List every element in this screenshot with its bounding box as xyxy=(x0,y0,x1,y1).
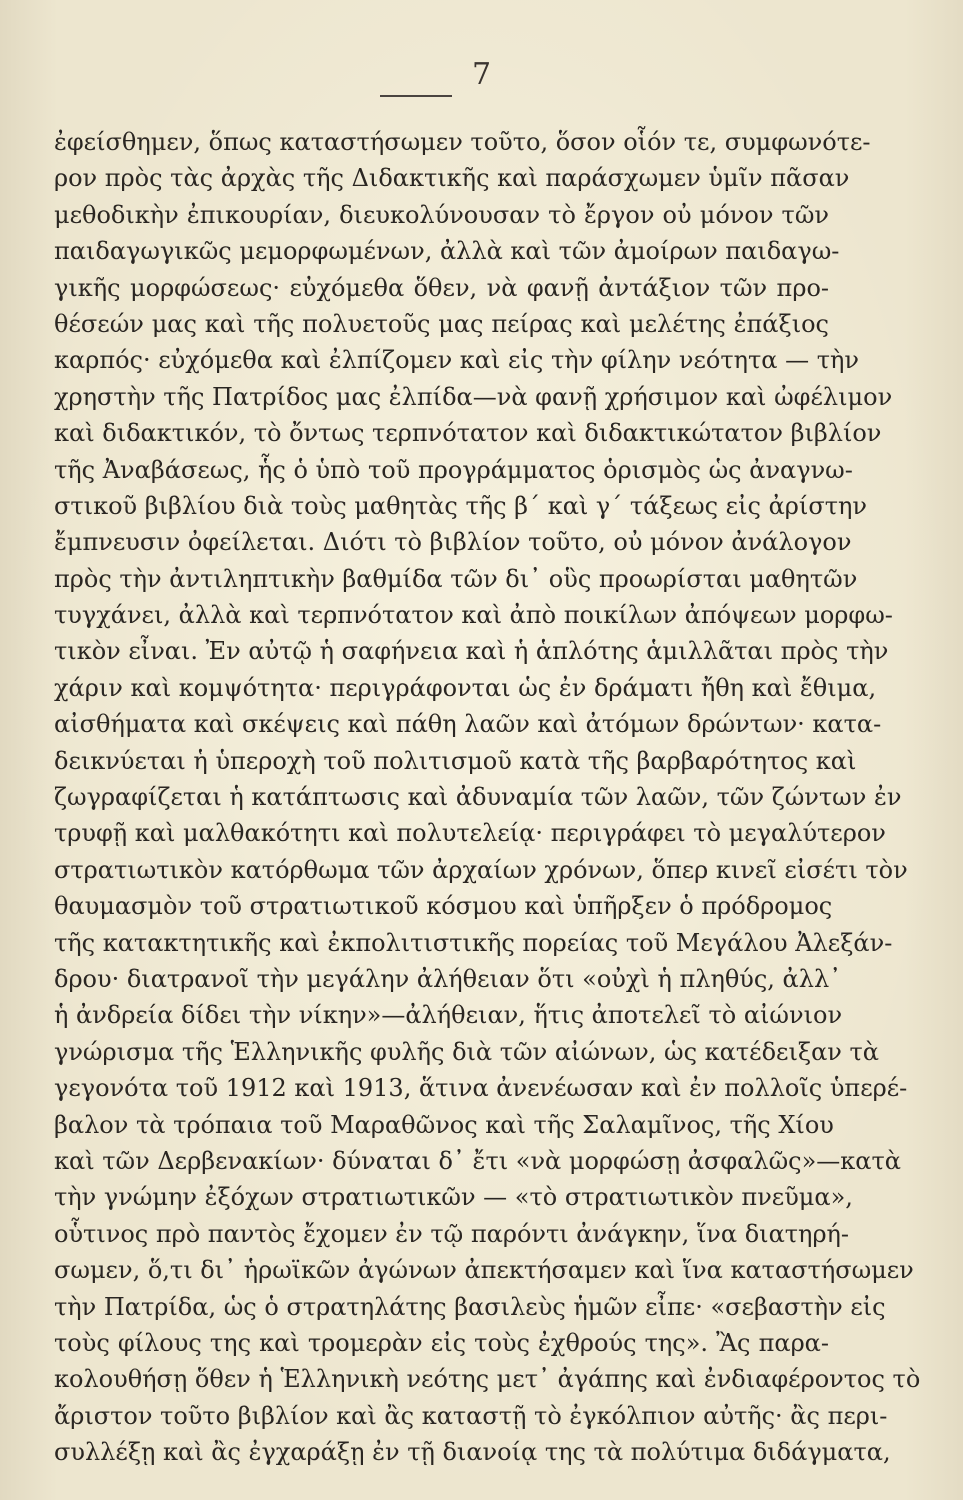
body-text xyxy=(54,124,921,1470)
page-number: 7 xyxy=(471,57,492,92)
text-line: στικοῦ βιβλίου διὰ τοὺς μαθητὰς τῆς β΄ καὶ γ΄ τάξεως εἰς ἀρίστην xyxy=(54,491,867,520)
text-line: γικῆς μορφώσεως· εὐχόμεθα ὅθεν, νὰ φανῇ ἀντάξιον τῶν προ- xyxy=(54,273,829,302)
text-line: ἐφείσθημεν, ὅπως καταστήσωμεν τοῦτο, ὅσον οἷόν τε, συμφωνότε- xyxy=(54,128,871,156)
text-line: βαλον τὰ τρόπαια τοῦ Μαραθῶνος καὶ τῆς Σαλαμῖνος, τῆς Χίου xyxy=(54,1110,834,1139)
text-line: πρὸς τὴν ἀντιληπτικὴν βαθμίδα τῶν δι᾽ οὓς προωρίσται μαθητῶν xyxy=(54,564,858,593)
text-line: χρηστὴν τῆς Πατρίδος μας ἐλπίδα—νὰ φανῇ χρήσιμον καὶ ὠφέλιμον xyxy=(54,382,893,411)
text-line: θαυμασμὸν τοῦ στρατιωτικοῦ κόσμου καὶ ὑπῆρξεν ὁ πρόδρομος xyxy=(54,892,833,921)
text-line: γνώρισμα τῆς Ἑλληνικῆς φυλῆς διὰ τῶν αἰώνων, ὡς κατέδειξαν τὰ xyxy=(54,1037,879,1066)
text-line: δεικνύεται ἡ ὑπεροχὴ τοῦ πολιτισμοῦ κατὰ τῆς βαρβαρότητος καὶ xyxy=(54,746,857,775)
text-line: ἔμπνευσιν ὀφείλεται. Διότι τὸ βιβλίον τοῦτο, οὐ μόνον ἀνάλογον xyxy=(54,528,852,557)
text-line: τυγχάνει, ἀλλὰ καὶ τερπνότατον καὶ ἀπὸ ποικίλων ἀπόψεων μορφω- xyxy=(54,601,893,630)
text-line: θέσεών μας καὶ τῆς πολυετοῦς μας πείρας καὶ μελέτης ἐπάξιος xyxy=(54,309,829,338)
text-line: χάριν καὶ κομψότητα· περιγράφονται ὡς ἐν δράματι ἤθη καὶ ἔθιμα, xyxy=(54,673,877,702)
text-line: καὶ τῶν Δερβενακίων· δύναται δ᾽ ἔτι «νὰ μορφώσῃ ἀσφαλῶς»—κατὰ xyxy=(54,1146,901,1175)
text-line: τοὺς φίλους της καὶ τρομερὰν εἰς τοὺς ἐχθρούς της». Ἂς παρα- xyxy=(54,1328,829,1357)
text-line: παιδαγωγικῶς μεμορφωμένων, ἀλλὰ καὶ τῶν ἀμοίρων παιδαγω- xyxy=(54,237,840,266)
text-line: τὴν Πατρίδα, ὡς ὁ στρατηλάτης βασιλεὺς ἡμῶν εἶπε· «σεβαστὴν εἰς xyxy=(54,1292,886,1321)
text-line: τὴν γνώμην ἐξόχων στρατιωτικῶν — «τὸ στρατιωτικὸν πνεῦμα», xyxy=(54,1183,853,1212)
text-line: τικὸν εἶναι. Ἐν αὐτῷ ἡ σαφήνεια καὶ ἡ ἁπλότης ἁμιλλᾶται πρὸς τὴν xyxy=(54,637,889,666)
text-line: ζωγραφίζεται ἡ κατάπτωσις καὶ ἀδυναμία τῶν λαῶν, τῶν ζώντων ἐν xyxy=(54,783,902,812)
text-line: τῆς κατακτητικῆς καὶ ἐκπολιτιστικῆς πορείας τοῦ Μεγάλου Ἀλεξάν- xyxy=(54,928,893,957)
text-line: ἡ ἀνδρεία δίδει τὴν νίκην»—ἀλήθειαν, ἥτις ἀποτελεῖ τὸ αἰώνιον xyxy=(54,1001,843,1030)
text-line: καρπός· εὐχόμεθα καὶ ἐλπίζομεν καὶ εἰς τὴν φίλην νεότητα — τὴν xyxy=(54,346,859,375)
text-line: ρον πρὸς τὰς ἀρχὰς τῆς Διδακτικῆς καὶ παράσχωμεν ὑμῖν πᾶσαν xyxy=(54,164,850,193)
text-line: στρατιωτικὸν κατόρθωμα τῶν ἀρχαίων χρόνων, ὅπερ κινεῖ εἰσέτι τὸν xyxy=(54,855,908,884)
text-line: σωμεν, ὅ,τι δι᾽ ἡρωϊκῶν ἀγώνων ἀπεκτήσαμεν καὶ ἵνα καταστήσωμεν xyxy=(54,1256,914,1285)
text-line: καὶ διδακτικόν, τὸ ὄντως τερπνότατον καὶ διδακτικώτατον βιβλίον xyxy=(54,419,882,448)
text-line: ἄριστον τοῦτο βιβλίον καὶ ἂς καταστῇ τὸ ἐγκόλπιον αὐτῆς· ἂς περι- xyxy=(54,1401,888,1430)
text-line: τρυφῇ καὶ μαλθακότητι καὶ πολυτελείᾳ· περιγράφει τὸ μεγαλύτερον xyxy=(54,819,886,848)
page-number-rule xyxy=(380,95,452,97)
text-line: συλλέξῃ καὶ ἂς ἐγχαράξῃ ἐν τῇ διανοίᾳ της τὰ πολύτιμα διδάγματα, xyxy=(54,1438,891,1467)
text-line: κολουθήσῃ ὅθεν ἡ Ἑλληνικὴ νεότης μετ᾽ ἀγάπης καὶ ἐνδιαφέροντος τὸ xyxy=(54,1365,921,1394)
text-line: γεγονότα τοῦ 1912 καὶ 1913, ἅτινα ἀνενέωσαν καὶ ἐν πολλοῖς ὑπερέ- xyxy=(54,1074,908,1103)
text-line: δρου· διατρανοῖ τὴν μεγάλην ἀλήθειαν ὅτι «οὐχὶ ἡ πληθύς, ἀλλ᾽ xyxy=(54,964,842,993)
text-line: οὗτινος πρὸ παντὸς ἔχομεν ἐν τῷ παρόντι ἀνάγκην, ἵνα διατηρή- xyxy=(54,1219,850,1248)
text-line: αἰσθήματα καὶ σκέψεις καὶ πάθη λαῶν καὶ ἀτόμων δρώντων· κατα- xyxy=(54,710,882,739)
text-line: μεθοδικὴν ἐπικουρίαν, διευκολύνουσαν τὸ ἔργον οὐ μόνον τῶν xyxy=(54,200,829,229)
text-line: τῆς Ἀναβάσεως, ἧς ὁ ὑπὸ τοῦ προγράμματος ὁρισμὸς ὡς ἀναγνω- xyxy=(54,455,853,484)
